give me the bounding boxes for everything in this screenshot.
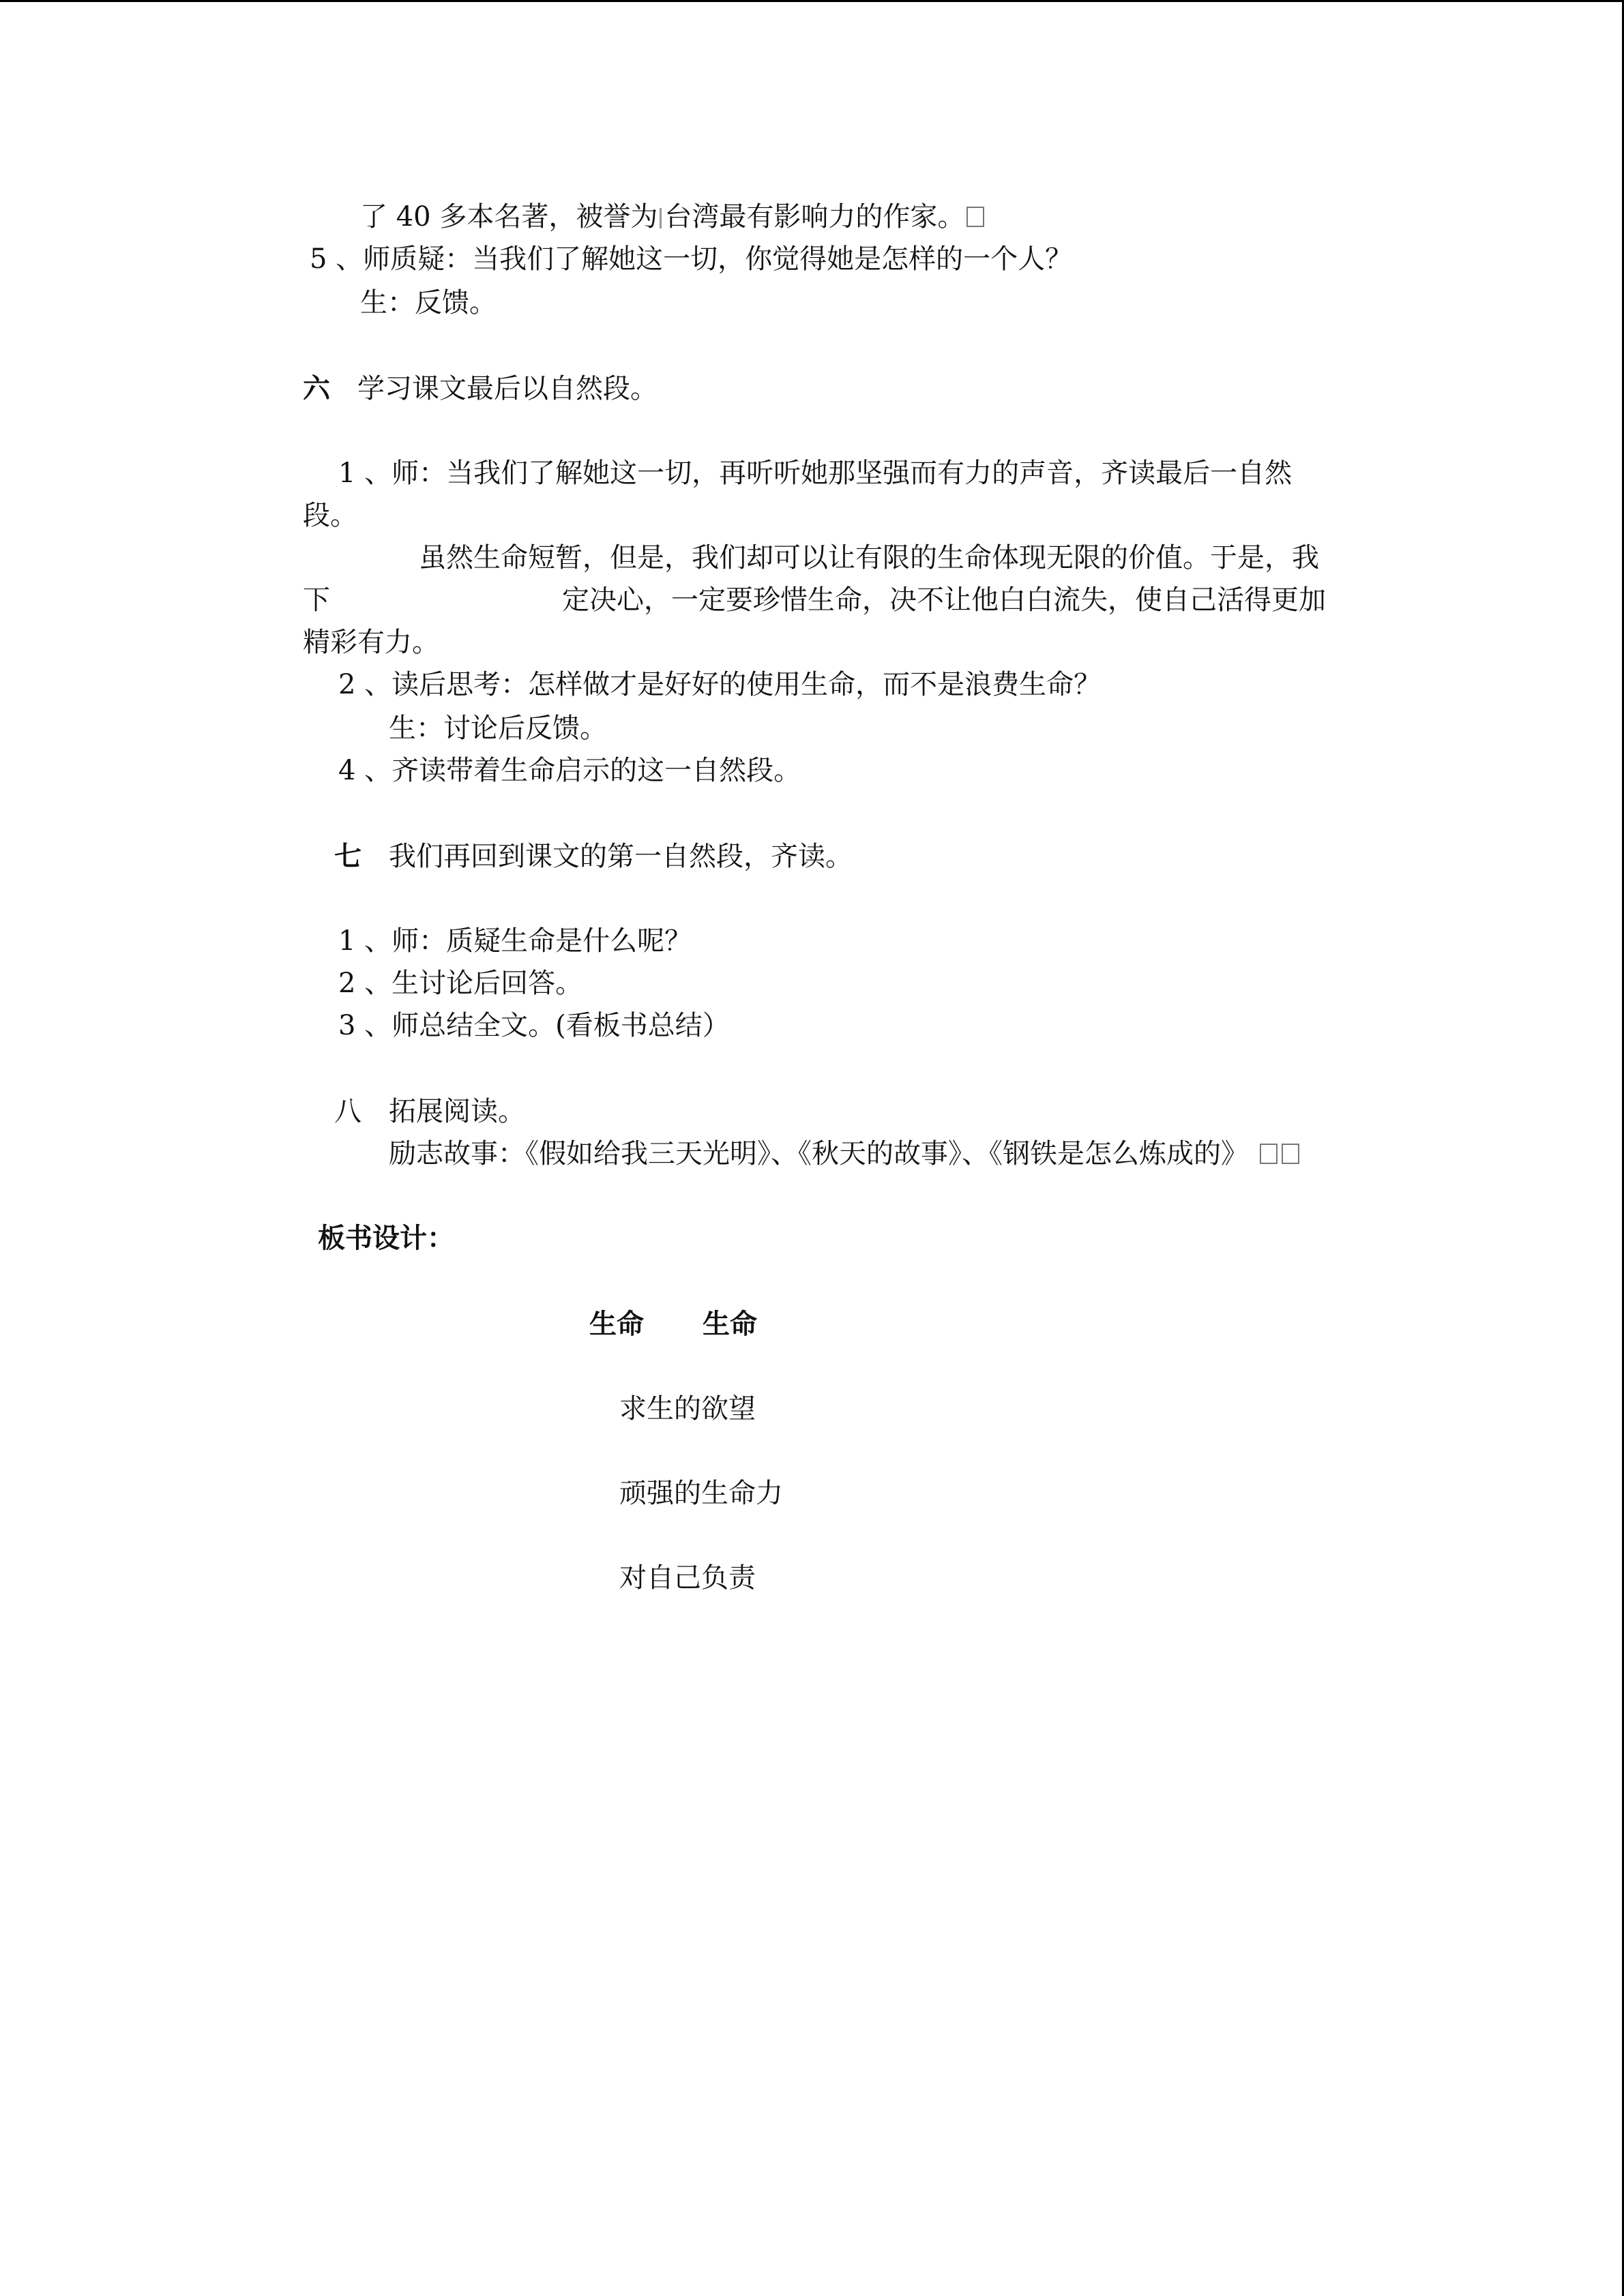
text-line: 生：反馈。 (360, 287, 497, 318)
section-title: 拓展阅读。 (389, 1096, 525, 1127)
text-line: 生：讨论后反馈。 (389, 713, 607, 744)
text-line (389, 1140, 1301, 1167)
section-number: 七 (334, 840, 361, 872)
line-text: 台湾最有影响力的作家。 (664, 201, 965, 233)
text-line: 3 、师总结全文。(看板书总结） (338, 1010, 730, 1041)
text-line: 5 、师质疑：当我们了解她这一切，你觉得她是怎样的一个人？ (310, 243, 1073, 275)
board-item: 对自己负责 (619, 1562, 756, 1594)
page-top-border (0, 0, 1624, 2)
text-line: 段。 (303, 500, 357, 531)
board-item: 顽强的生命力 (619, 1478, 783, 1509)
section-heading-6 (303, 372, 658, 404)
text-line: 下 (303, 584, 330, 616)
text-line: 虽然生命短暂，但是，我们却可以让有限的生命体现无限的价值。于是，我 (419, 542, 1319, 573)
text-line (360, 201, 986, 233)
section-number: 六 (303, 372, 330, 404)
section-heading-7 (334, 840, 853, 872)
text-line: 1 、师：质疑生命是什么呢？ (338, 925, 692, 957)
board-item: 求生的欲望 (619, 1393, 756, 1425)
text-line: 1 、师：当我们了解她这一切，再听听她那坚强而有力的声音，齐读最后一自然 (338, 458, 1293, 489)
section-title: 学习课文最后以自然段。 (357, 373, 658, 404)
section-heading-8 (334, 1098, 525, 1125)
line-text: 了 40 多本名著，被誉为 (360, 201, 658, 233)
board-heading-right: 生命 (703, 1308, 757, 1340)
board-heading-left: 生命 (589, 1308, 644, 1340)
board-design-title: 板书设计： (318, 1222, 454, 1254)
text-line: 2 、生讨论后回答。 (338, 968, 583, 999)
text-line: 定决心，一定要珍惜生命，决不让他白白流失，使自己活得更加 (562, 584, 1326, 616)
board-heading (589, 1308, 757, 1340)
line-text: 励志故事：《假如给我三天光明》、《秋天的故事》、《钢铁是怎么炼成的》 (389, 1138, 1248, 1169)
section-number: 八 (334, 1096, 361, 1127)
missing-glyph-icon (1260, 1144, 1278, 1164)
missing-glyph-icon (966, 207, 984, 227)
missing-glyph-icon (1282, 1144, 1299, 1164)
section-title: 我们再回到课文的第一自然段，齐读。 (389, 841, 853, 872)
text-line: 精彩有力。 (303, 627, 439, 658)
text-line: 2 、读后思考：怎样做才是好好的使用生命，而不是浪费生命？ (338, 669, 1102, 700)
text-line: 4 、齐读带着生命启示的这一自然段。 (338, 755, 801, 786)
